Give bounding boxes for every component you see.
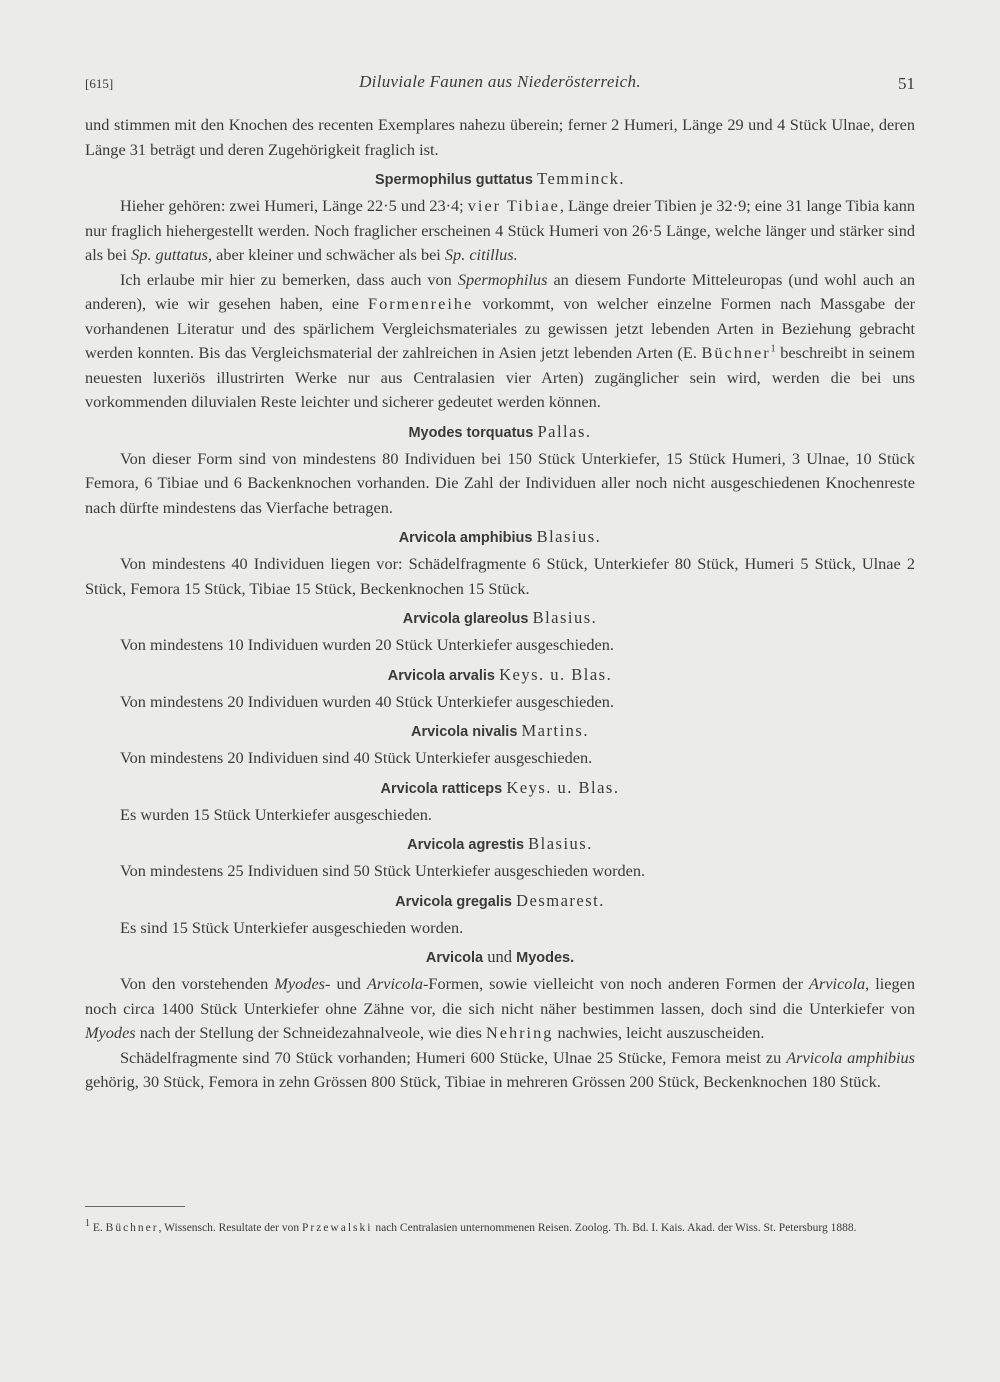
species-author: Keys. u. Blas. [506, 777, 620, 797]
text-run: Schädelfragmente sind 70 Stück vorhanden; Humeri 600 Stücke, Ulnae 25 Stücke, Femora meist zu [120, 1047, 787, 1067]
italic-text: Arvicola, [809, 974, 870, 993]
text-run: an diesem Fundorte Mitteleuropas (und wohl auch an anderen), wie wir gesehen haben, eine [85, 269, 915, 313]
paragraph [85, 194, 915, 268]
text-run: Hieher gehören: zwei Humeri, Länge 22·5 und 23·4; [120, 196, 468, 215]
header-title: Diluviale Faunen aus Niederösterreich. [359, 72, 641, 91]
species-name: Arvicola agrestis [407, 837, 525, 853]
species-author: Keys. u. Blas. [499, 664, 613, 684]
text-run: Ich erlaube mir hier zu bemerken, dass auch von [120, 269, 458, 289]
species-heading [85, 168, 915, 191]
species-heading [85, 720, 915, 743]
species-name: Arvicola nivalis [411, 724, 518, 740]
heading-conjunction: und [487, 947, 512, 966]
text-run: nach der Stellung der Schneidezahnalveole, wie dies [135, 1023, 487, 1042]
paragraph [85, 1046, 915, 1095]
italic-text: Myodes- [274, 974, 331, 993]
species-name: Arvicola glareolus [402, 611, 529, 627]
spaced-text: Büchner [105, 1222, 159, 1234]
paragraph: Es wurden 15 Stück Unterkiefer ausgeschieden. [120, 804, 432, 824]
text-run: beschreibt in seinem neuesten luxeriös illustrirten Werke nur aus Centralasien vier Arten) zugänglicher sein wird, werden die bei uns vorkommenden diluvialen Reste leichter und sicherer gedeutet werden können. [85, 343, 915, 411]
species-author: Blasius. [528, 834, 593, 853]
species-name: Arvicola gregalis [395, 893, 512, 910]
header-bracket-number: [615] [85, 76, 114, 91]
species-heading [85, 607, 915, 630]
intro-paragraph: und stimmen mit den Knochen des recenten Exemplares nahezu überein; ferner 2 Humeri, Länge 29 und 4 Stück Ulnae, deren Länge 31 beträgt und deren Zugehörigkeit fraglich ist. [85, 115, 915, 159]
paragraph [85, 972, 915, 1046]
footnote [85, 1218, 915, 1238]
italic-text: Spermophilus [457, 269, 548, 289]
italic-text: Sp. guttatus, [131, 245, 213, 264]
footnote-mark: 1 [85, 1218, 90, 1230]
italic-text: Arvicola [366, 974, 423, 993]
species-name: Myodes torquatus [408, 424, 534, 441]
text-run: -Formen, sowie vielleicht von noch anderen Formen der [423, 974, 810, 993]
species-heading [85, 890, 915, 913]
footnote-ref: 1 [770, 343, 776, 355]
species-name: Arvicola ratticeps [380, 780, 503, 797]
paragraph: Von dieser Form sind von mindestens 80 Individuen bei 150 Stück Unterkiefer, 15 Stück Humeri, 3 Ulnae, 10 Stück Femora, 6 Tibiae und 6 Backenknochen vorhanden. Die Zahl der Individuen aller noch nicht ausgeschiedenen Knochenreste nach dürfte mindestens das Vierfache betragen. [85, 448, 915, 517]
text-run: gehörig, 30 Stück, Femora in zehn Grössen 800 Stück, Tibiae in mehreren Grössen 200 Stück, Beckenknochen 180 Stück. [85, 1072, 881, 1091]
text-run: vorkommt, von welcher einzelne Formen nach Massgabe der vorhandenen Literatur und des spärlichem Vergleichsmateriales zu gewissen jetzt lebenden Arten in Beziehung gebracht werden konnten. Bis das Vergleichsmaterial der zahlreichen in Asien jetzt lebenden Arten (E. [85, 294, 915, 362]
species-heading [85, 664, 915, 687]
text-run: E. [90, 1222, 106, 1234]
italic-text: Myodes [85, 1023, 136, 1042]
species-name: Arvicola arvalis [387, 667, 495, 684]
species-heading [85, 777, 915, 800]
paragraph: Von mindestens 20 Individuen wurden 40 Stück Unterkiefer ausgeschieden. [120, 691, 614, 711]
species-name: Spermophilus guttatus [375, 172, 533, 188]
species-author: Pallas. [537, 421, 592, 441]
text-run: Von den vorstehenden [120, 974, 275, 993]
spaced-text: Nehring [486, 1023, 554, 1042]
species-heading [85, 526, 915, 549]
paragraph: Es sind 15 Stück Unterkiefer ausgeschieden worden. [120, 917, 464, 937]
species-name: Myodes. [516, 950, 575, 966]
species-heading [85, 946, 915, 969]
text-run: , Länge dreier Tibien je 32·9; eine 31 lange Tibia kann nur fraglich hiehergestellt werden. Noch fraglicher erscheinen 4 Stück Humeri von 26·5 Länge, welche länger und stärker sind als bei [85, 196, 915, 264]
species-author: Blasius. [532, 608, 598, 627]
text-run: nachwies, leicht auszuscheiden. [553, 1023, 765, 1042]
paragraph: Von mindestens 25 Individuen sind 50 Stück Unterkiefer ausgeschieden worden. [120, 861, 646, 880]
species-name: Arvicola amphibius [398, 530, 533, 546]
page-number: 51 [898, 74, 915, 93]
spaced-text: Büchner [701, 343, 771, 362]
text-run: , Wissensch. Resultate der von [158, 1222, 302, 1234]
main-text [85, 113, 915, 1095]
text-run: nach Centralasien unternommenen Reisen. Zoolog. Th. Bd. I. Kais. Akad. der Wiss. St. Petersburg 1888. [372, 1222, 857, 1234]
italic-text: Arvicola amphibius [786, 1047, 915, 1067]
spaced-text: Formenreihe [368, 294, 474, 313]
italic-text: Sp. citillus. [444, 245, 518, 264]
paragraph [85, 268, 915, 415]
text-run: und [330, 974, 367, 993]
species-author: Temminck. [537, 169, 625, 188]
spaced-text: Przewalski [302, 1222, 373, 1234]
paragraph: Von mindestens 40 Individuen liegen vor: Schädelfragmente 6 Stück, Unterkiefer 80 Stück, Humeri 5 Stück, Ulnae 2 Stück, Femora 15 Stück, Tibiae 15 Stück, Beckenknochen 15 Stück. [85, 554, 915, 598]
species-author: Martins. [521, 721, 589, 740]
species-heading [85, 421, 915, 444]
footnote-rule [85, 1206, 185, 1207]
species-name: Arvicola [425, 950, 484, 966]
species-author: Blasius. [536, 527, 602, 546]
text-run: aber kleiner und schwächer als bei [212, 245, 445, 264]
paragraph: Von mindestens 20 Individuen sind 40 Stück Unterkiefer ausgeschieden. [120, 748, 593, 767]
running-header [85, 72, 915, 96]
spaced-text: vier Tibiae [467, 196, 560, 215]
text-run: liegen noch circa 1400 Stück Unterkiefer ohne Zähne vor, die sich nicht näher bestimmen lassen, doch sind die Unterkiefer von [85, 974, 916, 1018]
paragraph: Von mindestens 10 Individuen wurden 20 Stück Unterkiefer ausgeschieden. [120, 635, 614, 654]
species-author: Desmarest. [516, 890, 605, 910]
species-heading [85, 833, 915, 856]
